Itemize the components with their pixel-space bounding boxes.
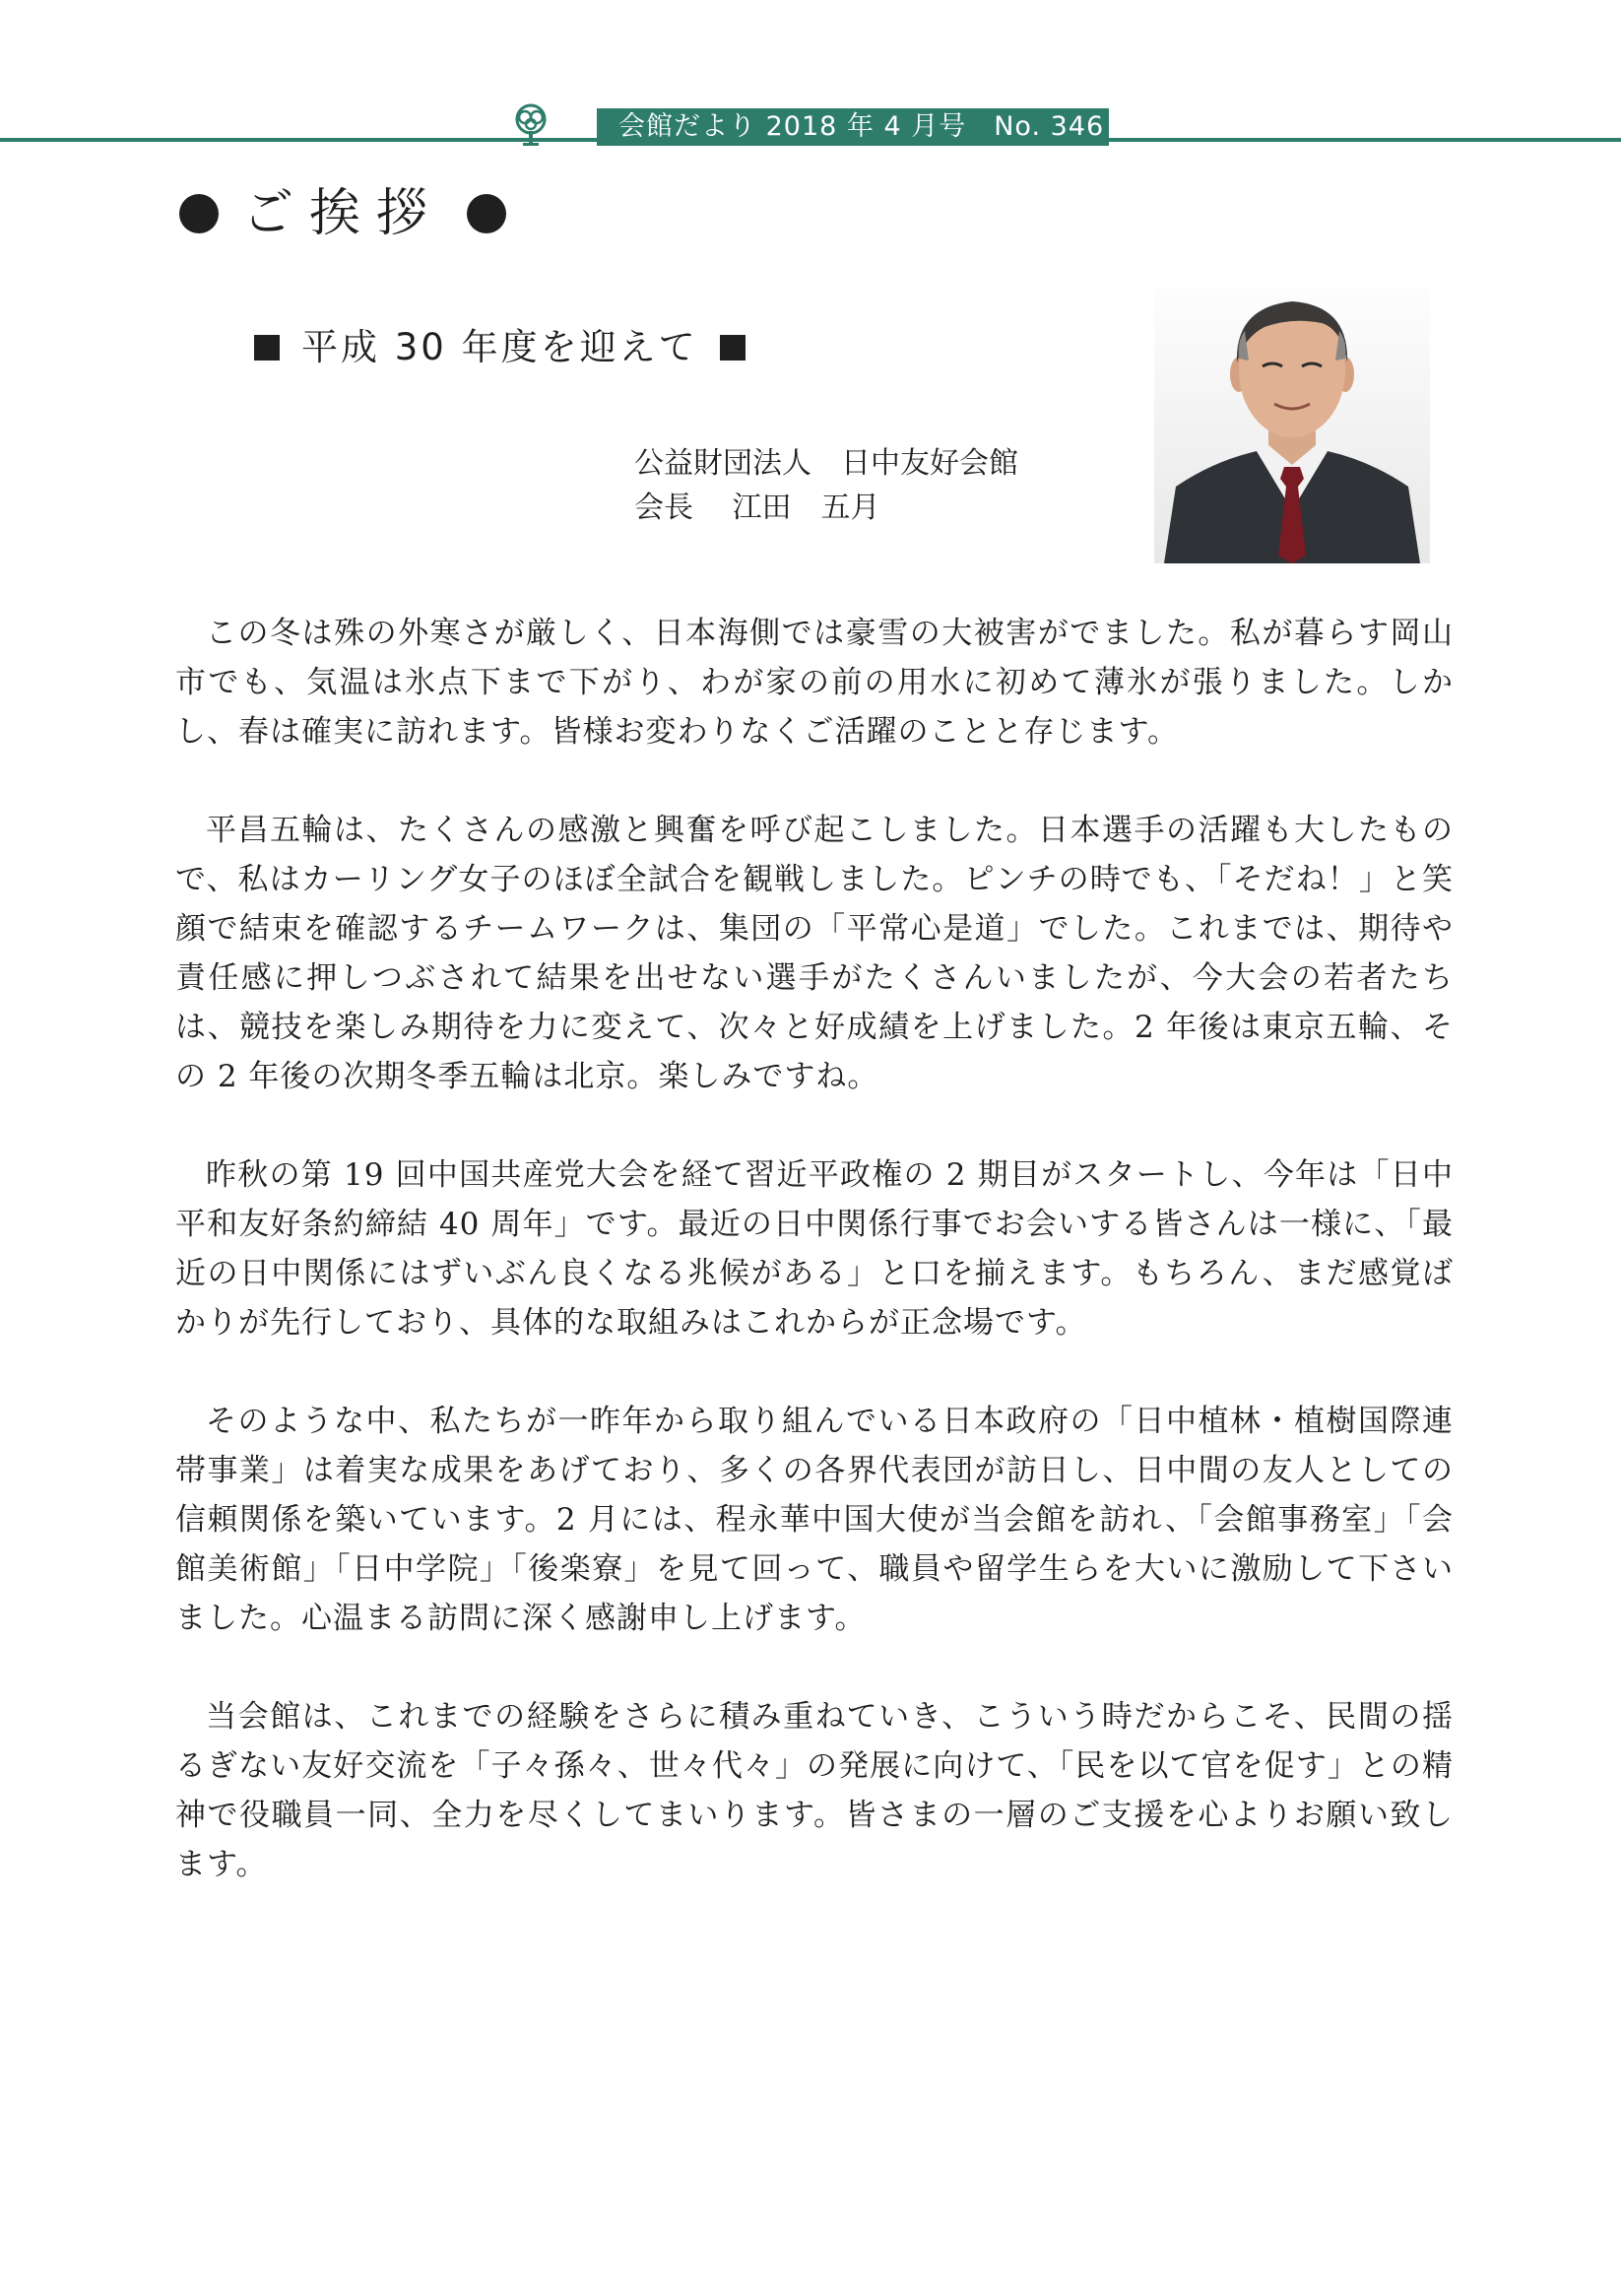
author-role-name: 会長 江田 五月	[634, 491, 880, 525]
paragraph: 平昌五輪は、たくさんの感激と興奮を呼び起こしました。日本選手の活躍も大したもので、私はカーリング女子のほぼ全試合を観戦しました。ピンチの時でも、「そだね！」と笑顔で結束を確認するチームワークは、集団の「平常心是道」でした。これまでは、期待や責任感に押しつぶされて結果を出せない選手がたくさんいましたが、今大会の若者たちは、競技を楽しみ期待を力に変えて、次々と好成績を上げました。2 年後は東京五輪、その 2 年後の次期冬季五輪は北京。楽しみですね。	[175, 813, 1454, 1094]
paragraph: 昨秋の第 19 回中国共産党大会を経て習近平政権の 2 期目がスタートし、今年は「日中平和友好条約締結 40 周年」です。最近の日中関係行事でお会いする皆さんは一様に、「最近の日中関係にはずいぶん良くなる兆候がある」と口を揃えます。もちろん、まだ感覚ばかりが先行しており、具体的な取組みはこれからが正念場です。	[175, 1157, 1454, 1341]
section-title: ご挨拶	[242, 184, 444, 243]
bullet-dot-icon	[467, 194, 506, 233]
letter-body	[175, 609, 1454, 1938]
section-heading	[179, 183, 506, 244]
paragraph: この冬は殊の外寒さが厳しく、日本海側では豪雪の大被害がでました。私が暮らす岡山市でも、気温は氷点下まで下がり、わが家の前の用水に初めて薄氷が張りました。しかし、春は確実に訪れます。皆様お変わりなくご活躍のことと存じます。	[175, 616, 1454, 750]
tree-emblem-icon	[510, 102, 551, 148]
issue-header: 会館だより 2018 年 4 月号 No. 346	[597, 108, 1109, 146]
paragraph: 当会館は、これまでの経験をさらに積み重ねていき、こういう時だからこそ、民間の揺るぎない友好交流を「子々孫々、世々代々」の発展に向けて、「民を以て官を促す」との精神で役職員一同、全力を尽くしてまいります。皆さまの一層のご支援を心よりお願い致します。	[175, 1699, 1455, 1882]
author-organization: 公益財団法人 日中友好会館	[634, 446, 1018, 481]
square-bullet-icon	[254, 335, 280, 361]
square-bullet-icon	[720, 335, 746, 361]
article-subtitle: 平成 30 年度を迎えて	[301, 326, 698, 368]
portrait-photo	[1154, 268, 1430, 563]
author-block	[634, 441, 1018, 530]
article-subtitle-row	[254, 321, 746, 374]
paragraph: そのような中、私たちが一昨年から取り組んでいる日本政府の「日中植林・植樹国際連帯事業」は着実な成果をあげており、多くの各界代表団が訪日し、日中間の友人としての信頼関係を築いています。2 月には、程永華中国大使が当会館を訪れ、「会館事務室」「会館美術館」「日中学院」「後楽寮」を見て回って、職員や留学生らを大いに激励して下さいました。心温まる訪問に深く感謝申し上げます。	[175, 1404, 1454, 1636]
bullet-dot-icon	[179, 194, 219, 233]
